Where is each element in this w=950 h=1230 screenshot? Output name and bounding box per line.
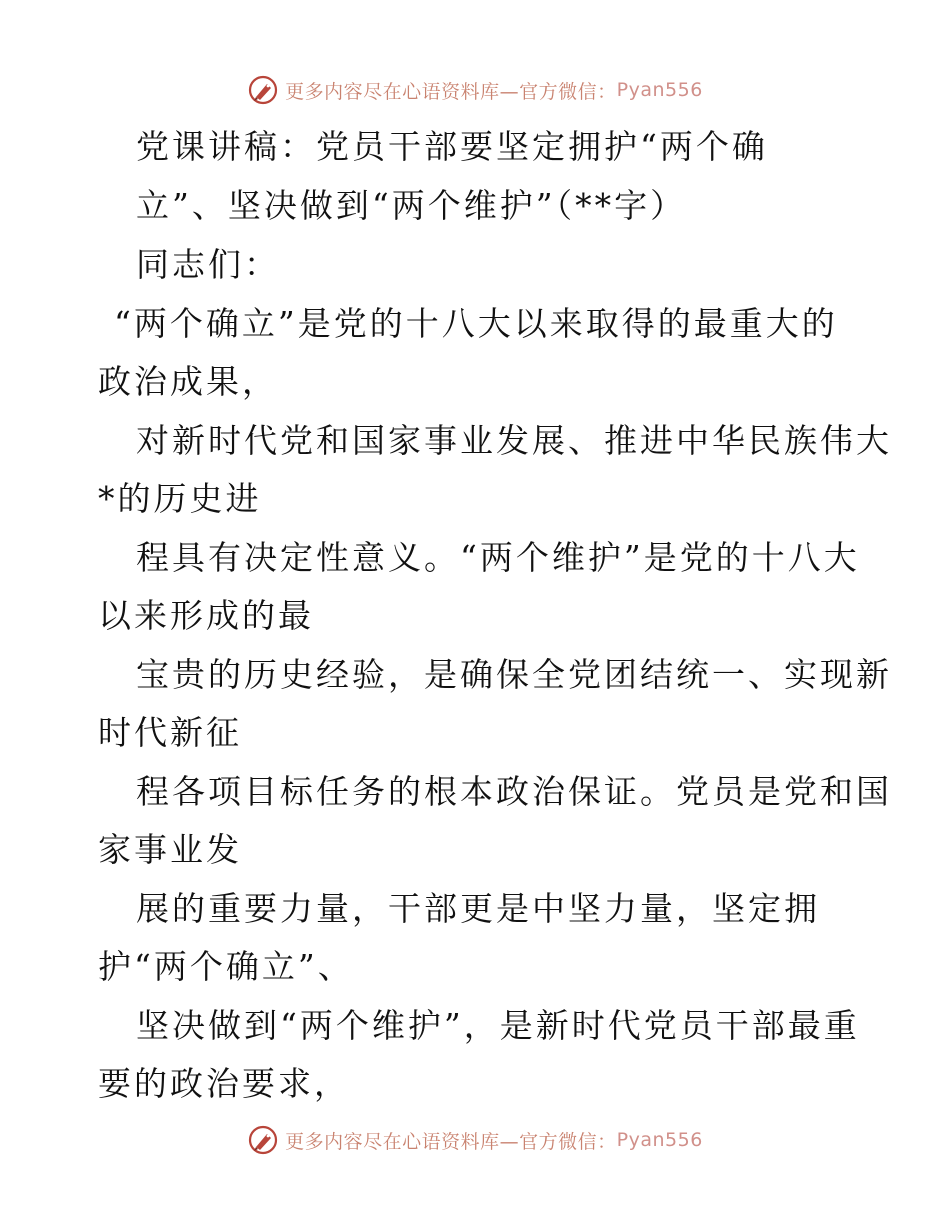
doc-text-line: 展的重要力量，干部更是中坚力量，坚定拥	[136, 889, 820, 928]
doc-text-line: 政治成果，	[98, 362, 278, 401]
doc-text-line: 程具有决定性意义。“两个维护”是党的十八大	[136, 538, 860, 577]
pen-nib-logo-icon	[247, 74, 279, 106]
doc-text-line: 时代新征	[98, 713, 242, 752]
header-watermark	[0, 70, 950, 110]
watermark-wechat-id: Pyan556	[616, 79, 703, 101]
watermark-text: 更多内容尽在心语资料库—官方微信：	[285, 80, 617, 103]
watermark-text: 更多内容尽在心语资料库—官方微信：	[285, 1130, 617, 1153]
doc-text-line: 家事业发	[98, 830, 242, 869]
doc-title-line-1: 党课讲稿：党员干部要坚定拥护“两个确	[136, 127, 768, 166]
doc-text-line: 程各项目标任务的根本政治保证。党员是党和国	[136, 772, 892, 811]
doc-text-line: 护“两个确立”、	[98, 947, 354, 986]
footer-watermark	[0, 1120, 950, 1160]
doc-text-line: “两个确立”是党的十八大以来取得的最重大的	[114, 304, 838, 343]
doc-title-line-2: 立”、坚决做到“两个维护”（**字）	[136, 186, 687, 225]
doc-text-line: 以来形成的最	[98, 596, 314, 635]
doc-text-line: 宝贵的历史经验，是确保全党团结统一、实现新	[136, 655, 892, 694]
doc-text-line: 坚决做到“两个维护”，是新时代党员干部最重	[136, 1006, 860, 1045]
doc-salutation: 同志们：	[136, 245, 280, 284]
watermark-wechat-id: Pyan556	[616, 1129, 703, 1151]
doc-text-line: 要的政治要求，	[98, 1064, 350, 1103]
doc-text-line: *的历史进	[98, 479, 262, 518]
doc-text-line: 对新时代党和国家事业发展、推进中华民族伟大	[136, 421, 892, 460]
pen-nib-logo-icon	[247, 1124, 279, 1156]
